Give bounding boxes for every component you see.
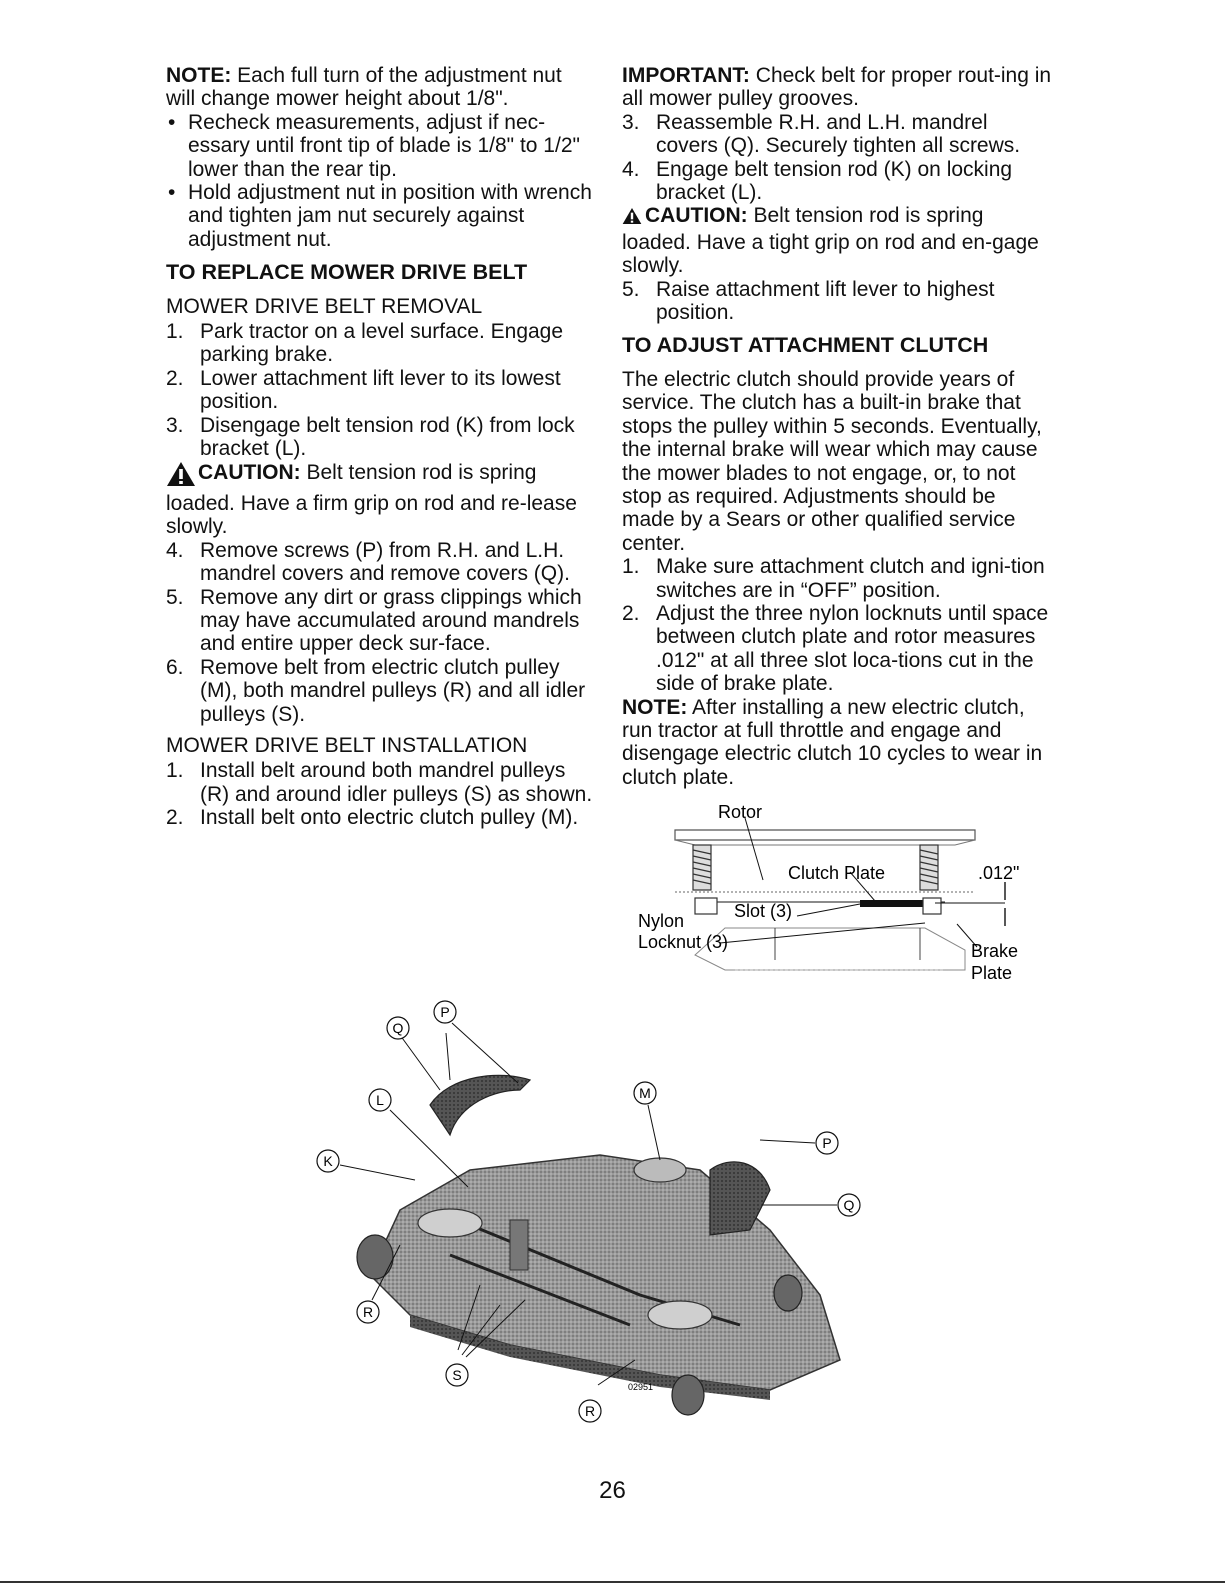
caution-label: CAUTION: — [645, 204, 748, 228]
callout-p1 — [434, 1001, 456, 1023]
rear-wheel — [672, 1375, 704, 1415]
step-text: Install belt onto electric clutch pulley (M). — [200, 806, 579, 830]
mower-deck-diagram — [300, 995, 880, 1440]
removal-steps — [166, 320, 596, 460]
removal-subheading: MOWER DRIVE BELT REMOVAL — [166, 294, 483, 318]
svg-text:Q: Q — [392, 1020, 404, 1036]
step-text: Remove belt from electric clutch pulley (M), both mandrel pulleys (R) and all idler pulleys (S). — [200, 655, 586, 726]
step-text: Lower attachment lift lever to its lowest position. — [200, 366, 561, 414]
brake-label: Brake — [971, 941, 1019, 961]
callout-p2 — [816, 1132, 838, 1154]
svg-text:S: S — [452, 1367, 462, 1383]
callout-r2 — [579, 1400, 601, 1422]
gap-label: .012" — [978, 863, 1020, 883]
step-text: Adjust the three nylon locknuts until space between clutch plate and rotor measures .012" at all three slot loca-tions cut in the side of brake plate. — [656, 601, 1049, 696]
locknut-label: Locknut (3) — [638, 932, 729, 952]
clutch-pulley — [634, 1158, 686, 1182]
step-number: 5. — [166, 585, 184, 609]
step-number: 3. — [166, 413, 184, 437]
note-label: NOTE: — [622, 695, 688, 719]
nylon-nut — [695, 898, 717, 914]
svg-text:M: M — [639, 1085, 651, 1101]
step-text: Remove any dirt or grass clippings which may have accumulated around mandrels and entire upper deck sur-face. — [200, 585, 582, 656]
brake-plate-outline — [695, 928, 965, 970]
caution-text: Belt tension rod is spring loaded. Have a firm grip on rod and re-lease slowly. — [166, 460, 577, 539]
mandrel-pulley-left — [418, 1209, 482, 1237]
step-text: Engage belt tension rod (K) on locking bracket (L). — [656, 157, 1013, 205]
bullet-item: • Hold adjustment nut in position with wrench and tighten jam nut securely against adjustment nut. — [166, 181, 596, 251]
left-column — [166, 64, 596, 830]
step-text: Make sure attachment clutch and igni-tion switches are in “OFF” position. — [656, 555, 1045, 602]
raise-step — [622, 278, 1052, 325]
important-label: IMPORTANT: — [622, 64, 750, 87]
bullet-item: • Recheck measurements, adjust if nec-essary until front tip of blade is 1/8" to 1/2" lower than the rear tip. — [166, 111, 596, 181]
step-number: 2. — [622, 601, 640, 625]
part-number: 02951 — [628, 1382, 654, 1392]
note-paragraph — [166, 64, 596, 111]
svg-text:K: K — [323, 1153, 333, 1169]
step-item — [166, 656, 596, 726]
note-text: Each full turn of the adjustment nut will change mower height about 1/8". — [166, 64, 562, 111]
svg-text:L: L — [376, 1092, 384, 1108]
callout-r1 — [357, 1301, 379, 1323]
rotor-outline — [675, 830, 975, 840]
svg-text:R: R — [584, 1403, 596, 1419]
installation-subheading: MOWER DRIVE BELT INSTALLATION — [166, 733, 528, 757]
step-item — [166, 586, 596, 656]
step-item — [166, 367, 596, 414]
front-left-wheel — [357, 1235, 393, 1279]
right-spring — [920, 845, 938, 890]
callout-m — [634, 1082, 656, 1104]
important-text: Check belt for proper rout-ing in all mower pulley grooves. — [622, 64, 1052, 111]
slot-label: Slot (3) — [734, 901, 793, 921]
installation-steps — [166, 759, 596, 829]
slot-bar — [860, 900, 930, 907]
step-number: 4. — [622, 157, 640, 181]
mandrel-pulley-right — [648, 1301, 712, 1329]
right-column — [622, 64, 1052, 789]
tension-rod-bracket — [510, 1220, 528, 1270]
step-item — [622, 158, 1052, 205]
clutch-plate-label: Clutch Plate — [788, 863, 886, 883]
callout-q1 — [387, 1017, 409, 1039]
warning-icon — [166, 461, 196, 492]
clutch-diagram — [635, 800, 1035, 990]
step-number: 1. — [166, 759, 184, 783]
callout-k — [317, 1150, 339, 1172]
step-item — [622, 555, 1052, 602]
clutch-steps — [622, 555, 1052, 695]
right-wheel — [774, 1275, 802, 1311]
step-text: Reassemble R.H. and L.H. mandrel covers (Q). Securely tighten all screws. — [656, 110, 1021, 158]
step-text: Park tractor on a level surface. Engage parking brake. — [200, 320, 564, 367]
note-label: NOTE: — [166, 64, 232, 87]
svg-text:P: P — [822, 1135, 832, 1151]
step-item — [622, 278, 1052, 325]
step-text: Install belt around both mandrel pulleys (R) and around idler pulleys (S) as shown. — [200, 759, 593, 806]
caution-label: CAUTION: — [198, 460, 301, 484]
bullet-list — [166, 111, 596, 251]
step-text: Disengage belt tension rod (K) from lock bracket (L). — [200, 413, 575, 461]
bottom-rule — [0, 1581, 1225, 1583]
section-heading: TO ADJUST ATTACHMENT CLUTCH — [622, 333, 989, 358]
step-item — [166, 320, 596, 367]
intro-paragraph: The electric clutch should provide years of service. The clutch has a built-in brake that stops the pulley within 5 seconds. Eventually, the internal brake will wear which may cause the mower blades to not engage, or, to not stop as required. Adjustments should be made by a Sears or other qualified service center. — [622, 367, 1042, 555]
page-number: 26 — [599, 1477, 626, 1504]
step-item — [166, 759, 596, 806]
step-item — [166, 806, 596, 829]
nylon-label: Nylon — [638, 911, 685, 931]
reassembly-steps — [622, 111, 1052, 205]
svg-text:R: R — [362, 1304, 374, 1320]
caution-paragraph — [622, 204, 1052, 277]
left-mandrel-cover — [430, 1075, 530, 1135]
step-number: 4. — [166, 538, 184, 562]
step-item — [166, 539, 596, 586]
step-number: 6. — [166, 655, 184, 679]
note-paragraph — [622, 696, 1052, 790]
removal-steps-continued — [166, 539, 596, 726]
section-heading: TO REPLACE MOWER DRIVE BELT — [166, 260, 528, 285]
note-text: After installing a new electric clutch, run tractor at full throttle and engage and disengage electric clutch 10 cycles to wear in clutch plate. — [622, 695, 1043, 789]
step-text: Remove screws (P) from R.H. and L.H. mandrel covers and remove covers (Q). — [200, 538, 570, 586]
step-item — [622, 111, 1052, 158]
caution-paragraph — [166, 461, 596, 539]
step-item — [622, 602, 1052, 696]
callout-s — [446, 1364, 468, 1386]
rotor-label: Rotor — [718, 802, 763, 822]
svg-text:Q: Q — [843, 1197, 855, 1213]
callout-l — [369, 1089, 391, 1111]
step-text: Raise attachment lift lever to highest position. — [656, 277, 995, 325]
warning-icon — [622, 207, 642, 230]
left-spring — [693, 845, 711, 890]
step-number: 2. — [166, 366, 184, 390]
caution-text: Belt tension rod is spring loaded. Have a tight grip on rod and en-gage slowly. — [622, 204, 1039, 278]
step-number: 3. — [622, 110, 640, 134]
step-number: 2. — [166, 806, 184, 830]
callout-q2 — [838, 1194, 860, 1216]
important-paragraph — [622, 64, 1052, 111]
svg-text:P: P — [440, 1004, 450, 1020]
plate-label: Plate — [971, 963, 1013, 983]
step-number: 5. — [622, 277, 640, 301]
step-number: 1. — [166, 320, 184, 344]
step-item — [166, 414, 596, 461]
step-number: 1. — [622, 555, 640, 579]
